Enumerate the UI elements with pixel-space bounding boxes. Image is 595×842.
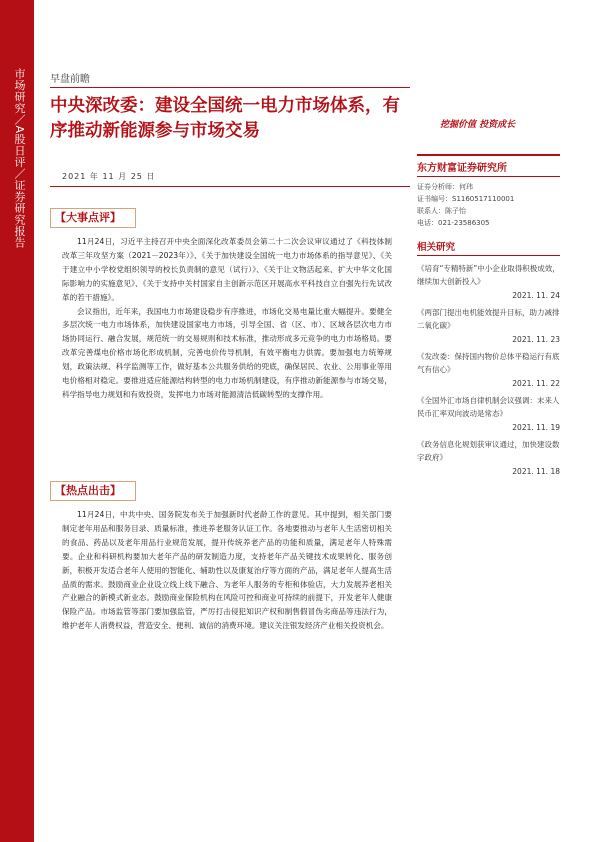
related-item[interactable]: 《政务信息化规划获审议通过，加快建设数字政府》 xyxy=(417,440,560,462)
sidebar-text: 市场研究／A股日评／证券研究报告 xyxy=(13,68,26,249)
paragraph: 11月24日，中共中央、国务院发布关于加强新时代老龄工作的意见。其中提到，相关部门要制定老年用品和服务目录、质量标准，推进养老服务认证工作。各地要推动与老年人生活密切相关的食品、药品以及老年用品行业规范发展，提升传统养老产品的功能和质量，满足老年人特殊需要。企业和科研机构要加大老年产品的研发制造力度，支持老年产品关键技术成果转化、服务创新，积极开发适合老年人使用的智能化、辅助性以及康复治疗等方面的产品，满足老年人提高生活品质的需求。鼓励商业企业设立线上线下融合、为老年人服务的专柜和体验店，大力发展养老相关产业融合的新模式新业态。鼓励商业保险机构在风险可控和商业可持续的前提下，开发老年人健康保险产品。市场监管等部门要加强监管，严厉打击侵犯知识产权和制售假冒伪劣商品等违法行为，维护老年人消费权益，营造安全、便利、诚信的消费环境。建议关注银发经济产业相关投资机会。 xyxy=(62,510,392,631)
firm-name: 东方财富证券研究所 xyxy=(417,163,507,174)
page-title: 中央深改委：建设全国统一电力市场体系，有序推动新能源参与市场交易 xyxy=(50,96,400,141)
phone-number: 电话：021-23586305 xyxy=(417,219,490,227)
firm-bottom-rule xyxy=(417,176,560,177)
section-heading-hotspot: 【热点出击】 xyxy=(50,481,136,501)
report-type-label: 早盘前瞻 xyxy=(50,74,90,85)
paragraph: 11月24日，习近平主持召开中央全面深化改革委员会第二十二次会议审议通过了《科技体制改革三年攻坚方案（2021－2023年）》、《关于加快建设全国统一电力市场体系的指导意见》、《关于建立中小学校党组织领导的校长负责制的意见（试行）》、《关于让文物活起来、扩大中华文化国际影响力的实施意见》、《关于支持中关村国家自主创新示范区开展高水平科技自立自强先行先试改革的若干措施》。 xyxy=(62,237,392,302)
cert-number: 证书编号：S1160517110001 xyxy=(417,195,515,203)
related-rule xyxy=(417,255,560,256)
right-panel xyxy=(417,154,560,476)
date-divider xyxy=(50,186,410,187)
report-date: 2021 年 11 月 25 日 xyxy=(62,172,156,181)
sidebar-banner xyxy=(0,0,34,842)
related-date: 2021. 11. 19 xyxy=(512,423,560,432)
slogan: 挖掘价值 投资成长 xyxy=(440,120,516,130)
related-date: 2021. 11. 23 xyxy=(512,335,560,344)
related-research-title: 相关研究 xyxy=(417,242,456,253)
related-item[interactable]: 《全国外汇市场自律机制会议强调：末来人民币汇率双向波动是常态》 xyxy=(417,396,560,418)
related-item[interactable]: 《两部门提出电机能效提升目标，助力减排二氧化碳》 xyxy=(417,308,560,330)
section-body-hotspot xyxy=(62,508,392,633)
analyst-name: 证券分析师：何玮 xyxy=(417,183,473,191)
analyst-info xyxy=(417,181,560,229)
related-item[interactable]: 《发改委：保持国内物价总体平稳运行有底气有信心》 xyxy=(417,352,560,374)
header-divider xyxy=(50,87,410,88)
related-date: 2021. 11. 18 xyxy=(512,467,560,476)
related-date: 2021. 11. 22 xyxy=(512,379,560,388)
related-list xyxy=(417,263,560,476)
related-date: 2021. 11. 24 xyxy=(512,291,560,300)
contact-name: 联系人：陈子怡 xyxy=(417,207,466,215)
paragraph: 会议指出，近年来，我国电力市场建设稳步有序推进，市场化交易电量比重大幅提升。要健全多层次统一电力市场体系，加快建设国家电力市场，引导全国、省（区、市）、区域各层次电力市场协同运行、融合发展，规范统一的交易规则和技术标准，推动形成多元竞争的电力市场格局。要改革完善煤电价格市场化形成机制，完善电价传导机制，有效平衡电力供需。要加强电力统筹规划，政策法规、科学监测等工作，做好基本公共服务供给的兜底，确保居民、农业、公用事业等用电价格相对稳定。要推进适应能源结构转型的电力市场机制建设，有序推动新能源参与市场交易，科学指导电力规划和有效投资，发挥电力市场对能源清洁低碳转型的支撑作用。 xyxy=(62,306,392,399)
related-item[interactable]: 《培育“专精特新”中小企业取得积极成效，继续加大创新投入》 xyxy=(417,264,560,286)
section-heading-events: 【大事点评】 xyxy=(50,208,136,228)
section-body-events xyxy=(62,235,392,402)
